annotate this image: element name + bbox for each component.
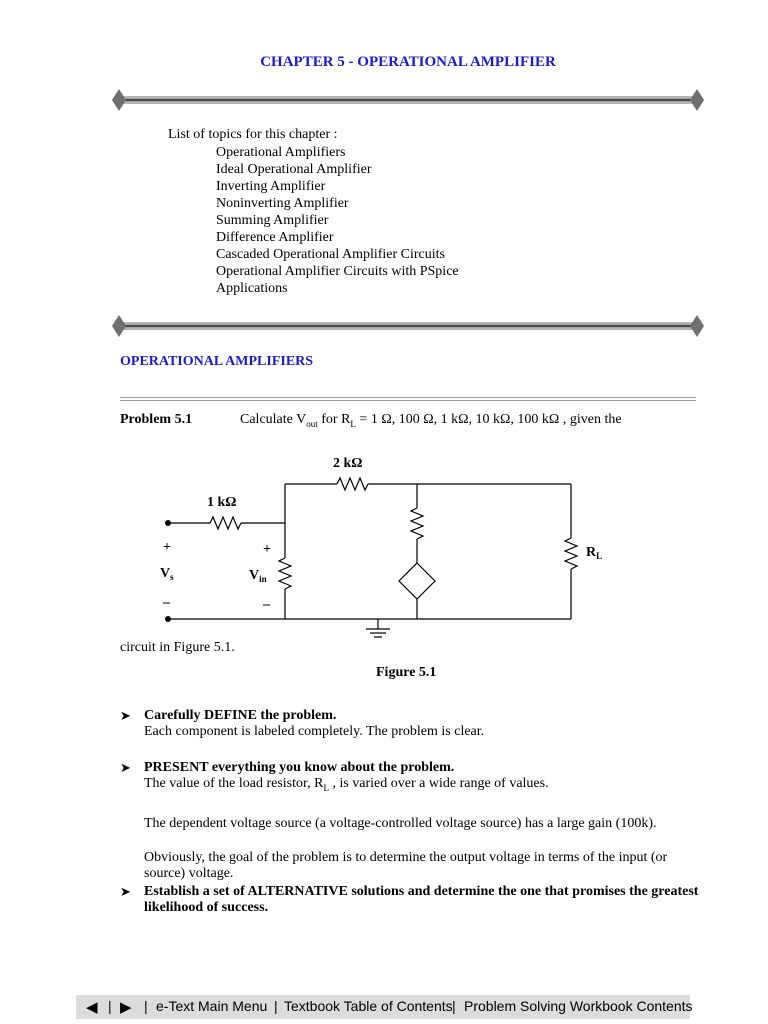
topics-intro: List of topics for this chapter : — [168, 127, 338, 142]
navigation-bar — [76, 995, 693, 1019]
nav-separator: | — [452, 998, 456, 1014]
list-item: Difference Amplifier — [216, 230, 334, 245]
list-item: Cascaded Operational Amplifier Circuits — [216, 247, 445, 262]
vin-main: V — [249, 568, 260, 583]
vs-label — [160, 566, 174, 582]
list-item: Operational Amplifier Circuits with PSpice — [216, 264, 459, 279]
list-item: Operational Amplifiers — [216, 145, 346, 160]
list-item: Inverting Amplifier — [216, 179, 326, 194]
topic-list — [216, 144, 459, 297]
list-item: Ideal Operational Amplifier — [216, 162, 372, 177]
nav-separator: | — [108, 998, 112, 1014]
present-paragraph-3: Obviously, the goal of the problem is to determine the output voltage in terms of the input (or source) voltage. — [144, 850, 668, 881]
present-paragraph-2: The dependent voltage source (a voltage-controlled voltage source) has a large gain (100k). — [144, 816, 657, 831]
step-present-text — [144, 776, 700, 796]
rl-main: R — [586, 545, 597, 560]
vs-main: V — [160, 566, 171, 581]
decorative-rule-bottom — [110, 314, 706, 338]
r-top-label: 2 kΩ — [333, 456, 363, 471]
workbook-contents-link[interactable]: Problem Solving Workbook Contents — [464, 998, 693, 1014]
vs-minus: – — [163, 595, 170, 610]
section-divider — [120, 400, 696, 401]
step-define-text: Each component is labeled completely. The problem is clear. — [144, 724, 485, 739]
vin-subscript: in — [259, 574, 267, 584]
problem-label: Problem 5.1 — [120, 412, 193, 427]
rl-subscript: L — [350, 418, 356, 429]
arrow-bullet-icon: ➤ — [120, 760, 131, 775]
present-text-pre: The value of the load resistor, R — [144, 776, 324, 791]
rl-label — [586, 545, 602, 561]
vout-subscript: out — [306, 418, 318, 429]
diamond-left-icon — [112, 315, 126, 337]
vin-plus: + — [263, 542, 271, 557]
step-present-heading: PRESENT everything you know about the problem. — [144, 760, 455, 775]
problem-text-pre: Calculate V — [240, 412, 307, 427]
table-of-contents-link[interactable]: Textbook Table of Contents — [284, 998, 453, 1014]
vs-subscript: s — [170, 572, 174, 582]
list-item: Summing Amplifier — [216, 213, 329, 228]
list-item: Applications — [216, 281, 288, 296]
vin-minus: – — [263, 597, 270, 612]
present-text-post: , is varied over a wide range of values. — [328, 776, 549, 791]
diamond-right-icon — [690, 315, 704, 337]
arrow-bullet-icon: ➤ — [120, 884, 131, 899]
problem-text-mid: for R — [317, 412, 351, 427]
problem-statement — [240, 412, 622, 429]
list-item: Noninverting Amplifier — [216, 196, 349, 211]
problem-text-post: = 1 Ω, 100 Ω, 1 kΩ, 10 kΩ, 100 kΩ , given the — [355, 412, 622, 427]
arrow-bullet-icon: ➤ — [120, 708, 131, 723]
chapter-title: CHAPTER 5 - OPERATIONAL AMPLIFIER — [260, 54, 556, 70]
section-divider — [120, 397, 696, 398]
vs-plus: + — [163, 540, 171, 555]
problem-continuation: circuit in Figure 5.1. — [120, 640, 235, 655]
rl-subscript: L — [596, 551, 603, 561]
circuit-diagram — [150, 448, 610, 648]
present-rl-subscript: L — [323, 782, 329, 793]
decorative-rule-top — [110, 88, 706, 112]
diamond-left-icon — [112, 89, 126, 111]
figure-caption: Figure 5.1 — [376, 665, 437, 680]
main-menu-link[interactable]: e-Text Main Menu — [156, 998, 268, 1014]
back-arrow-icon[interactable]: ◀ — [86, 999, 98, 1016]
diamond-right-icon — [690, 89, 704, 111]
r-left-label: 1 kΩ — [207, 495, 237, 510]
vin-label — [249, 568, 267, 584]
section-heading: OPERATIONAL AMPLIFIERS — [120, 354, 314, 369]
forward-arrow-icon[interactable]: ▶ — [120, 999, 132, 1016]
nav-separator: | — [274, 998, 278, 1014]
step-alternative-heading: Establish a set of ALTERNATIVE solutions and determine the one that promises the greatest likelihood of success. — [144, 884, 699, 915]
step-define-heading: Carefully DEFINE the problem. — [144, 708, 337, 723]
nav-separator: | — [144, 998, 148, 1014]
